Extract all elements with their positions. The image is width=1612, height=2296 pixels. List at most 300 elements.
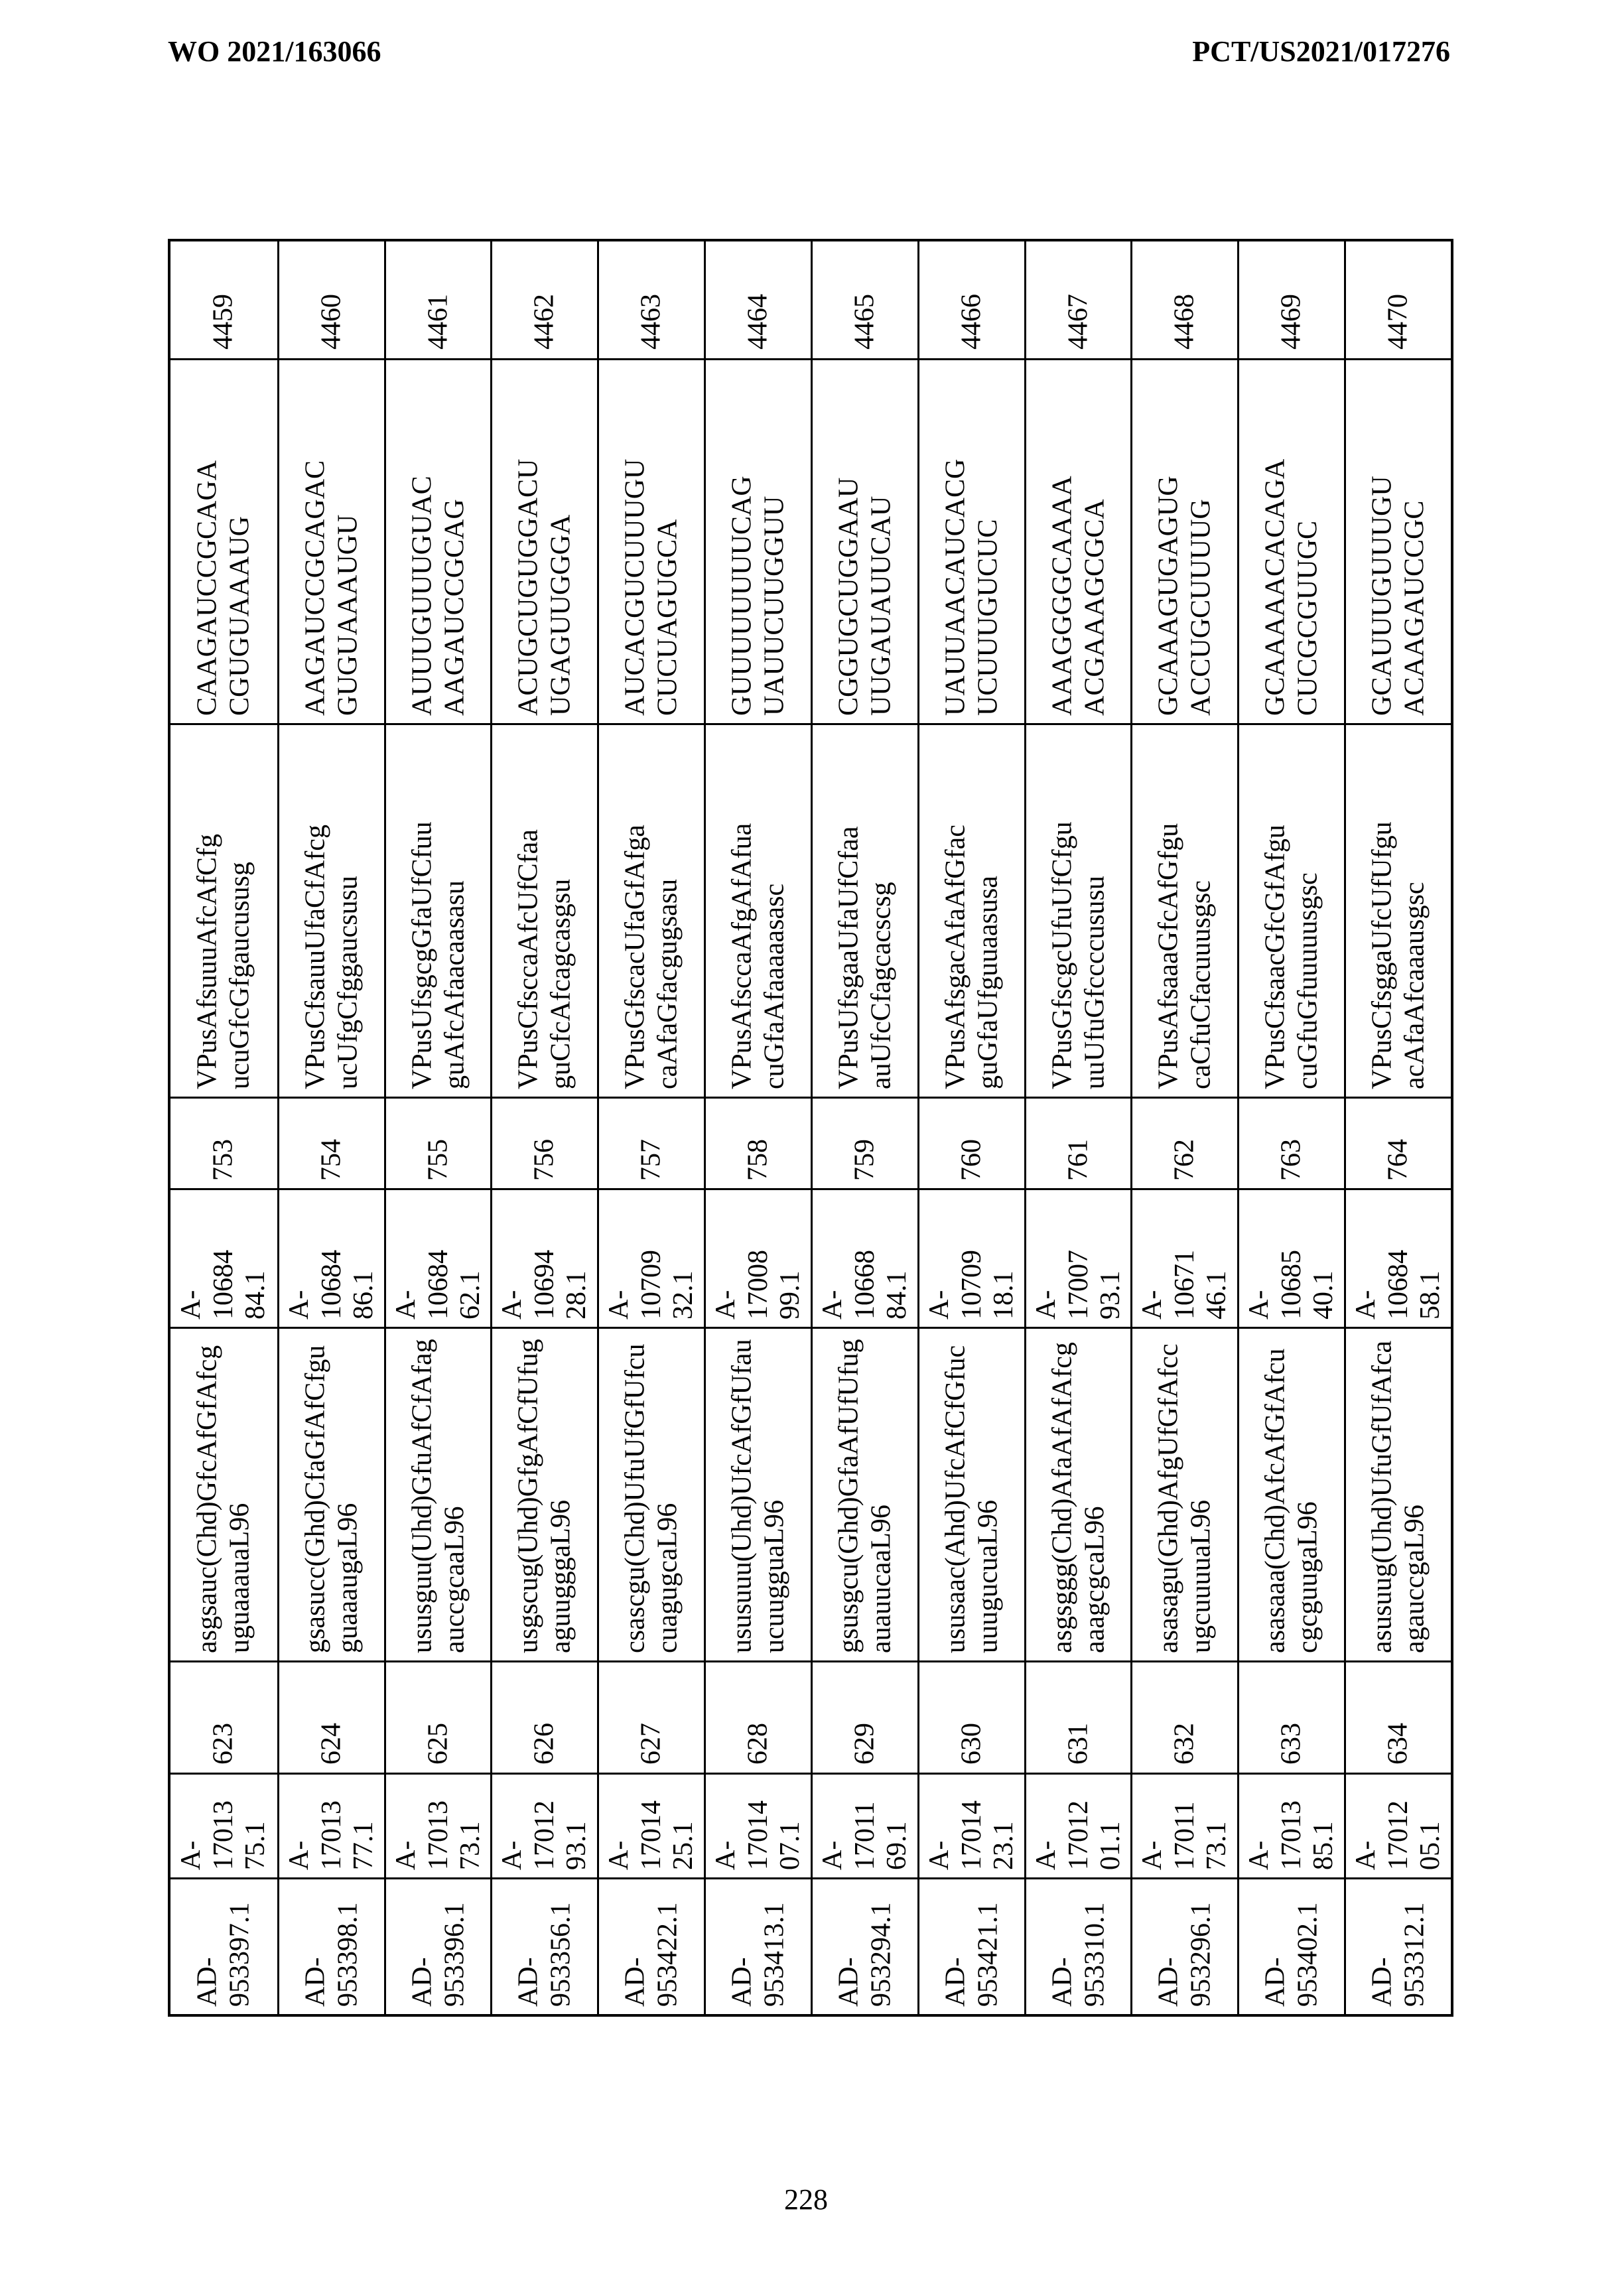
sense-seq-id-cell: [919, 1660, 1024, 1773]
sense-name-line2: 17013: [208, 1800, 239, 1870]
sense-seq-cell: [706, 1327, 811, 1660]
sense-name-line2: 17014: [636, 1800, 667, 1870]
sense-name-line3: 93.1: [561, 1821, 592, 1870]
sense-seq-line1: asasagu(Ghd)AfgUfGfAfcc: [1153, 1343, 1184, 1653]
antisense-name-line3: 84.1: [240, 1270, 271, 1319]
sense-seq-id-cell: [170, 1660, 277, 1773]
sense-seq-line1: csascgu(Chd)UfuUfGfUfcu: [620, 1343, 651, 1653]
antisense-seq-line2: auUfcCfagcacscsg: [865, 882, 896, 1089]
antisense-name-cell: [1239, 1188, 1344, 1327]
antisense-name-line1: A-: [283, 1290, 314, 1319]
antisense-name-line3: 58.1: [1415, 1270, 1446, 1319]
duplex-name-line2: 953413.1: [759, 1902, 790, 2007]
sense-seq-cell: [279, 1327, 384, 1660]
sense-seq-line1: asgsggg(Chd)AfaAfAfAfcg: [1046, 1342, 1077, 1653]
antisense-seq-cell: [1132, 723, 1237, 1097]
table-row-strip: [490, 241, 597, 2014]
target-seq-line1: GCAUUUGUUUGU: [1367, 475, 1398, 716]
antisense-seq-line1: VPusAfsccaAfgAfAfua: [726, 823, 758, 1089]
antisense-seq-line2: ucUfgCfggaucsusu: [332, 876, 363, 1089]
duplex-name-line2: 953402.1: [1292, 1902, 1323, 2007]
duplex-name-cell: [1346, 1877, 1451, 2014]
target-seq-line2: CGUGUAAAUG: [224, 515, 255, 716]
sense-name-line3: 07.1: [775, 1821, 806, 1870]
duplex-name-cell: [1132, 1877, 1237, 2014]
target-seq-id: 4461: [423, 294, 454, 350]
antisense-name-cell: [279, 1188, 384, 1327]
sequence-table: [168, 239, 1453, 2017]
target-seq-id-cell: [919, 241, 1024, 358]
sense-seq-line2: cgcguugaL96: [1292, 1501, 1323, 1653]
sense-name-line1: A-: [176, 1840, 207, 1870]
target-seq-line2: UAUUCUUGGUU: [759, 496, 790, 716]
sense-name-line1: A-: [817, 1840, 848, 1870]
sense-seq-id: 632: [1170, 1723, 1201, 1765]
table-row-strip: [1130, 241, 1237, 2014]
sense-name-line3: 69.1: [882, 1821, 913, 1870]
antisense-seq-line2: caCfuCfacuuusgsc: [1185, 880, 1217, 1089]
antisense-seq-line1: VPusAfsaaaGfcAfGfgu: [1153, 823, 1184, 1089]
duplex-name-line1: AD-: [940, 1956, 971, 2007]
table-row-strip: [811, 241, 917, 2014]
sense-name-line1: A-: [497, 1840, 528, 1870]
sense-name-cell: [1346, 1773, 1451, 1877]
sense-name-line2: 17013: [1276, 1800, 1307, 1870]
sense-seq-id: 634: [1382, 1723, 1414, 1765]
sense-name-cell: [1239, 1773, 1344, 1877]
sense-seq-id-cell: [492, 1660, 597, 1773]
sense-name-line3: 73.1: [454, 1821, 486, 1870]
antisense-seq-cell: [386, 723, 491, 1097]
sense-seq-cell: [1346, 1327, 1451, 1660]
target-seq-id: 4468: [1170, 294, 1201, 350]
target-seq-line1: GCAAAGUGAGUG: [1153, 475, 1184, 716]
antisense-name-line2: 17008: [742, 1250, 773, 1319]
application-number: PCT/US2021/017276: [1192, 35, 1450, 68]
antisense-name-line3: 32.1: [668, 1270, 699, 1319]
sense-seq-line1: usgscug(Uhd)GfgAfCfUfug: [513, 1339, 544, 1653]
sense-seq-line1: gsusgcu(Ghd)GfaAfUfUfug: [833, 1339, 864, 1653]
duplex-name-line1: AD-: [620, 1956, 651, 2007]
antisense-seq-line2: cuGfuGfuuuuusgsc: [1292, 872, 1323, 1089]
antisense-seq-line1: VPusCfsauuUfaCfAfcg: [300, 825, 331, 1089]
target-seq-line2: UCUUUGUCUC: [972, 519, 1003, 716]
target-seq-line2: ACAAGAUCCGC: [1399, 500, 1430, 716]
antisense-seq-line1: VPusAfsgacAfaAfGfac: [940, 825, 971, 1089]
sense-seq-line2: cuagugcaL96: [652, 1503, 683, 1653]
sense-seq-cell: [386, 1327, 491, 1660]
table-row-strip: [277, 241, 384, 2014]
sense-name-line1: A-: [283, 1840, 314, 1870]
antisense-seq-cell: [492, 723, 597, 1097]
antisense-seq-line2: cuGfaAfaaaaasasc: [759, 883, 790, 1089]
antisense-seq-id: 764: [1382, 1138, 1414, 1181]
target-seq-line2: CUCGCGUUGC: [1292, 520, 1323, 716]
target-seq-line1: ACUGCUGUGGACU: [513, 458, 544, 716]
antisense-name-line1: A-: [497, 1290, 528, 1319]
target-seq-id-cell: [813, 241, 917, 358]
target-seq-line2: ACGAAAGCGCA: [1079, 498, 1110, 716]
sense-seq-id-cell: [599, 1660, 704, 1773]
sense-name-line3: 85.1: [1308, 1821, 1339, 1870]
sense-name-cell: [1026, 1773, 1131, 1877]
antisense-seq-id: 757: [636, 1138, 667, 1181]
antisense-name-line2: 17007: [1063, 1250, 1094, 1319]
sense-name-line1: A-: [710, 1840, 741, 1870]
target-seq-id-cell: [706, 241, 811, 358]
table-row-strip: [1024, 241, 1131, 2014]
antisense-seq-id-cell: [599, 1097, 704, 1188]
page-number: 228: [784, 2183, 828, 2216]
sense-seq-line2: auccgcaaL96: [438, 1506, 470, 1653]
sense-name-line3: 75.1: [240, 1821, 271, 1870]
antisense-name-line1: A-: [604, 1290, 635, 1319]
target-seq-id-cell: [1346, 241, 1451, 358]
target-seq-id-cell: [492, 241, 597, 358]
sense-name-line2: 17011: [1170, 1801, 1201, 1870]
sense-seq-line1: asusuug(Uhd)UfuGfUfAfca: [1367, 1340, 1398, 1653]
sense-name-line3: 73.1: [1201, 1821, 1233, 1870]
antisense-seq-line2: guGfaUfguuaasusa: [972, 876, 1003, 1089]
duplex-name-line2: 953296.1: [1185, 1902, 1217, 2007]
sense-name-line2: 17014: [956, 1800, 987, 1870]
sense-seq-line2: uguaaauaL96: [224, 1503, 255, 1653]
table-row-strip: [597, 241, 704, 2014]
target-seq-cell: [706, 358, 811, 723]
antisense-name-cell: [813, 1188, 917, 1327]
sense-name-line3: 23.1: [988, 1821, 1020, 1870]
antisense-name-line2: 10668: [849, 1250, 880, 1319]
sense-seq-id-cell: [279, 1660, 384, 1773]
duplex-name-line1: AD-: [192, 1956, 223, 2007]
target-seq-line2: CUCUAGUGCA: [652, 519, 683, 716]
target-seq-cell: [919, 358, 1024, 723]
sense-seq-id: 627: [636, 1723, 667, 1765]
sense-seq-id-cell: [1239, 1660, 1344, 1773]
sense-name-line3: 25.1: [668, 1821, 699, 1870]
target-seq-cell: [1346, 358, 1451, 723]
antisense-seq-cell: [919, 723, 1024, 1097]
sense-seq-line2: ucuugguaL96: [759, 1500, 790, 1653]
duplex-name-line2: 953397.1: [224, 1902, 255, 2007]
antisense-seq-line2: guAfcAfaacaasasu: [438, 880, 470, 1089]
antisense-seq-cell: [1346, 723, 1451, 1097]
target-seq-line1: AUCACGUCUUUGU: [620, 458, 651, 716]
antisense-name-cell: [492, 1188, 597, 1327]
antisense-seq-id-cell: [919, 1097, 1024, 1188]
duplex-name-cell: [1239, 1877, 1344, 2014]
antisense-seq-line2: caAfaGfacgugsasu: [652, 878, 683, 1089]
sense-name-line1: A-: [390, 1840, 421, 1870]
duplex-name-cell: [492, 1877, 597, 2014]
antisense-seq-line2: uuUfuGfccccususu: [1079, 876, 1110, 1089]
antisense-seq-id-cell: [279, 1097, 384, 1188]
sense-seq-cell: [1132, 1327, 1237, 1660]
target-seq-line2: GUGUAAAUGU: [332, 514, 363, 716]
sense-name-line1: A-: [1137, 1840, 1168, 1870]
sense-seq-line2: aaagcgcaL96: [1079, 1506, 1110, 1653]
duplex-name-line2: 953312.1: [1399, 1902, 1430, 2007]
duplex-name-cell: [599, 1877, 704, 2014]
antisense-name-cell: [1346, 1188, 1451, 1327]
target-seq-id: 4464: [742, 294, 773, 350]
antisense-seq-id-cell: [170, 1097, 277, 1188]
antisense-name-line1: A-: [1030, 1290, 1061, 1319]
target-seq-line2: UUGAUAUUCAU: [865, 496, 896, 716]
duplex-name-cell: [919, 1877, 1024, 2014]
sense-name-cell: [386, 1773, 491, 1877]
target-seq-cell: [492, 358, 597, 723]
target-seq-id: 4470: [1382, 294, 1414, 350]
antisense-name-cell: [386, 1188, 491, 1327]
antisense-seq-id: 761: [1063, 1138, 1094, 1181]
sense-name-line2: 17014: [742, 1800, 773, 1870]
target-seq-id: 4463: [636, 294, 667, 350]
duplex-name-line2: 953422.1: [652, 1902, 683, 2007]
antisense-name-line1: A-: [710, 1290, 741, 1319]
target-seq-line2: ACCUGCUUUUG: [1185, 498, 1217, 716]
sense-name-line2: 17012: [1063, 1800, 1094, 1870]
sense-name-line2: 17012: [529, 1800, 561, 1870]
antisense-seq-id-cell: [813, 1097, 917, 1188]
sense-name-line3: 01.1: [1095, 1821, 1126, 1870]
duplex-name-cell: [170, 1877, 277, 2014]
target-seq-line1: AAAGGGGCAAAA: [1046, 475, 1077, 716]
duplex-name-line2: 953310.1: [1079, 1902, 1110, 2007]
target-seq-line1: UAUUAACAUCACG: [940, 458, 971, 716]
target-seq-line1: CAAGAUCCGCAGA: [192, 460, 223, 716]
antisense-name-line2: 10671: [1170, 1250, 1201, 1319]
target-seq-line1: GCAAAAACACAGA: [1260, 458, 1291, 716]
antisense-seq-cell: [706, 723, 811, 1097]
antisense-seq-cell: [599, 723, 704, 1097]
sense-name-cell: [279, 1773, 384, 1877]
target-seq-line1: AUUUGUUUGUAC: [406, 475, 437, 716]
antisense-seq-id: 758: [742, 1138, 773, 1181]
antisense-name-line1: A-: [923, 1290, 955, 1319]
duplex-name-line1: AD-: [1153, 1956, 1184, 2007]
antisense-name-line3: 18.1: [988, 1270, 1020, 1319]
duplex-name-line1: AD-: [1260, 1956, 1291, 2007]
antisense-seq-id-cell: [1239, 1097, 1344, 1188]
antisense-name-line2: 10684: [1382, 1250, 1414, 1319]
target-seq-cell: [1132, 358, 1237, 723]
target-seq-id: 4466: [956, 294, 987, 350]
target-seq-cell: [170, 358, 277, 723]
sense-seq-line1: gsasucc(Ghd)CfaGfAfCfgu: [300, 1345, 331, 1653]
duplex-name-line1: AD-: [1046, 1956, 1077, 2007]
table-row-strip: [384, 241, 491, 2014]
duplex-name-line1: AD-: [513, 1956, 544, 2007]
antisense-seq-id-cell: [1026, 1097, 1131, 1188]
antisense-name-line2: 10684: [316, 1250, 347, 1319]
sense-name-line2: 17011: [849, 1801, 880, 1870]
duplex-name-line2: 953294.1: [865, 1902, 896, 2007]
antisense-seq-id: 763: [1276, 1138, 1307, 1181]
duplex-name-cell: [813, 1877, 917, 2014]
sense-name-line1: A-: [1350, 1840, 1381, 1870]
antisense-name-line1: A-: [390, 1290, 421, 1319]
sense-seq-line2: agauccgaL96: [1399, 1505, 1430, 1653]
sense-name-line2: 17013: [316, 1800, 347, 1870]
target-seq-line1: AAGAUCCGCAGAC: [300, 460, 331, 716]
antisense-seq-id-cell: [706, 1097, 811, 1188]
target-seq-id-cell: [1026, 241, 1131, 358]
sense-name-line1: A-: [1244, 1840, 1275, 1870]
sense-seq-id-cell: [706, 1660, 811, 1773]
sense-name-line1: A-: [1030, 1840, 1061, 1870]
antisense-name-line3: 99.1: [775, 1270, 806, 1319]
sense-seq-id: 625: [423, 1723, 454, 1765]
sense-seq-id: 629: [849, 1723, 880, 1765]
sense-name-line3: 05.1: [1415, 1821, 1446, 1870]
table-row-strip: [170, 241, 277, 2014]
sense-seq-line1: asgsauc(Chd)GfcAfGfAfcg: [192, 1345, 223, 1653]
sense-name-cell: [706, 1773, 811, 1877]
sense-seq-id: 631: [1063, 1723, 1094, 1765]
sense-seq-id: 624: [316, 1723, 347, 1765]
publication-number: WO 2021/163066: [168, 35, 381, 68]
target-seq-id-cell: [170, 241, 277, 358]
table-row-strip: [704, 241, 811, 2014]
antisense-name-line3: 28.1: [561, 1270, 592, 1319]
target-seq-cell: [813, 358, 917, 723]
antisense-name-line3: 93.1: [1095, 1270, 1126, 1319]
sense-seq-line2: auauucaaL96: [865, 1505, 896, 1653]
target-seq-id-cell: [386, 241, 491, 358]
sense-name-cell: [919, 1773, 1024, 1877]
duplex-name-line2: 953398.1: [332, 1902, 363, 2007]
target-seq-id-cell: [279, 241, 384, 358]
antisense-name-line1: A-: [1350, 1290, 1381, 1319]
antisense-seq-line1: VPusCfsccaAfcUfCfaa: [513, 829, 544, 1089]
sense-seq-id: 630: [956, 1723, 987, 1765]
antisense-name-line1: A-: [817, 1290, 848, 1319]
target-seq-id: 4462: [529, 294, 561, 350]
table-row-strip: [1344, 241, 1451, 2014]
target-seq-id: 4459: [208, 294, 239, 350]
antisense-name-cell: [170, 1188, 277, 1327]
antisense-seq-id-cell: [386, 1097, 491, 1188]
target-seq-cell: [279, 358, 384, 723]
antisense-seq-line1: VPusGfscgcUfuUfCfgu: [1046, 821, 1077, 1089]
table-row-strip: [917, 241, 1024, 2014]
antisense-seq-id: 753: [208, 1138, 239, 1181]
sense-name-line1: A-: [923, 1840, 955, 1870]
antisense-seq-line1: VPusCfsggaUfcUfUfgu: [1367, 821, 1398, 1089]
target-seq-cell: [599, 358, 704, 723]
duplex-name-line2: 953421.1: [972, 1902, 1003, 2007]
antisense-seq-line1: VPusUfsgcgGfaUfCfuu: [406, 821, 437, 1089]
antisense-seq-id-cell: [1132, 1097, 1237, 1188]
antisense-seq-id: 754: [316, 1138, 347, 1181]
antisense-name-cell: [599, 1188, 704, 1327]
sense-seq-cell: [1026, 1327, 1131, 1660]
sense-seq-id-cell: [1132, 1660, 1237, 1773]
duplex-name-line1: AD-: [1367, 1956, 1398, 2007]
duplex-name-cell: [386, 1877, 491, 2014]
duplex-name-cell: [279, 1877, 384, 2014]
antisense-seq-id: 756: [529, 1138, 561, 1181]
target-seq-id-cell: [599, 241, 704, 358]
antisense-seq-id: 760: [956, 1138, 987, 1181]
sense-name-cell: [599, 1773, 704, 1877]
antisense-name-line2: 10685: [1276, 1250, 1307, 1319]
duplex-name-line1: AD-: [300, 1956, 331, 2007]
target-seq-id-cell: [1239, 241, 1344, 358]
sense-seq-id-cell: [386, 1660, 491, 1773]
antisense-seq-id: 762: [1170, 1138, 1201, 1181]
sense-name-line2: 17012: [1382, 1800, 1414, 1870]
antisense-seq-cell: [279, 723, 384, 1097]
sense-seq-line1: ususuuu(Uhd)UfcAfGfUfau: [726, 1339, 758, 1653]
sense-seq-line2: aguugggaL96: [545, 1500, 576, 1653]
antisense-seq-line1: VPusGfscacUfaGfAfga: [620, 825, 651, 1089]
sense-name-cell: [170, 1773, 277, 1877]
target-seq-id: 4460: [316, 294, 347, 350]
sense-name-cell: [492, 1773, 597, 1877]
target-seq-line1: GUUUUUUUUCAG: [726, 475, 758, 716]
target-seq-id: 4469: [1276, 294, 1307, 350]
antisense-name-line2: 10684: [423, 1250, 454, 1319]
sense-seq-cell: [492, 1327, 597, 1660]
duplex-name-cell: [1026, 1877, 1131, 2014]
target-seq-line2: UGAGUUGGGA: [545, 514, 576, 716]
sense-seq-cell: [813, 1327, 917, 1660]
sense-seq-id-cell: [1346, 1660, 1451, 1773]
target-seq-id: 4467: [1063, 294, 1094, 350]
antisense-name-line1: A-: [176, 1290, 207, 1319]
antisense-name-line2: 10684: [208, 1250, 239, 1319]
sense-seq-line2: guaaaugaL96: [332, 1503, 363, 1653]
antisense-name-cell: [1026, 1188, 1131, 1327]
duplex-name-line2: 953396.1: [438, 1902, 470, 2007]
antisense-seq-id: 759: [849, 1138, 880, 1181]
duplex-name-line1: AD-: [406, 1956, 437, 2007]
sense-seq-cell: [1239, 1327, 1344, 1660]
antisense-name-line2: 10709: [956, 1250, 987, 1319]
sense-seq-id: 628: [742, 1723, 773, 1765]
sense-name-cell: [1132, 1773, 1237, 1877]
antisense-seq-line2: guCfcAfcagcasgsu: [545, 878, 576, 1089]
sense-name-line1: A-: [604, 1840, 635, 1870]
antisense-name-line3: 40.1: [1308, 1270, 1339, 1319]
sense-name-cell: [813, 1773, 917, 1877]
target-seq-cell: [1239, 358, 1344, 723]
sense-seq-id-cell: [813, 1660, 917, 1773]
target-seq-cell: [1026, 358, 1131, 723]
antisense-name-line1: A-: [1244, 1290, 1275, 1319]
sense-seq-id: 626: [529, 1723, 561, 1765]
sense-seq-id: 633: [1276, 1723, 1307, 1765]
sense-seq-line1: ususaac(Ahd)UfcAfCfGfuc: [940, 1345, 971, 1653]
antisense-name-cell: [706, 1188, 811, 1327]
duplex-name-line2: 953356.1: [545, 1902, 576, 2007]
table-row-strip: [1237, 241, 1344, 2014]
sense-name-line3: 77.1: [348, 1821, 379, 1870]
antisense-seq-cell: [170, 723, 277, 1097]
antisense-seq-cell: [1239, 723, 1344, 1097]
antisense-seq-id-cell: [492, 1097, 597, 1188]
antisense-seq-cell: [1026, 723, 1131, 1097]
sense-seq-line1: asasaaa(Chd)AfcAfGfAfcu: [1260, 1348, 1291, 1653]
target-seq-cell: [386, 358, 491, 723]
duplex-name-line1: AD-: [726, 1956, 758, 2007]
antisense-name-line2: 10694: [529, 1250, 561, 1319]
antisense-name-line3: 84.1: [882, 1270, 913, 1319]
antisense-name-cell: [1132, 1188, 1237, 1327]
antisense-name-line2: 10709: [636, 1250, 667, 1319]
